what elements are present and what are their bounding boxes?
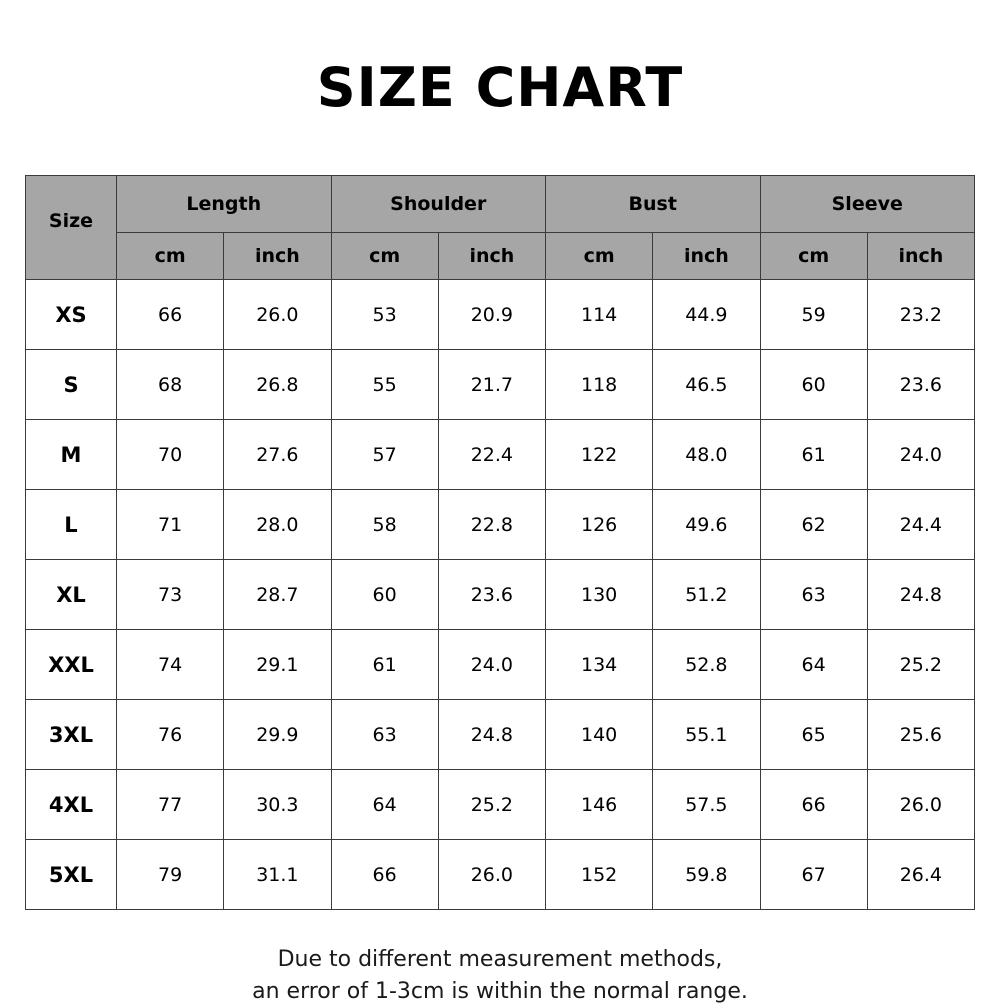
cell-shoulder-cm: 66 — [331, 840, 438, 910]
cell-bust-inch: 59.8 — [653, 840, 760, 910]
cell-bust-cm: 140 — [546, 700, 653, 770]
cell-length-cm: 76 — [117, 700, 224, 770]
header-unit-bust-cm: cm — [546, 233, 653, 280]
cell-length-cm: 79 — [117, 840, 224, 910]
cell-sleeve-inch: 24.4 — [867, 490, 974, 560]
cell-length-inch: 28.7 — [224, 560, 331, 630]
header-unit-shoulder-inch: inch — [438, 233, 545, 280]
row-size-label: XS — [26, 280, 117, 350]
table-row — [26, 630, 975, 700]
table-row — [26, 770, 975, 840]
cell-length-inch: 31.1 — [224, 840, 331, 910]
cell-sleeve-inch: 25.2 — [867, 630, 974, 700]
header-unit-shoulder-cm: cm — [331, 233, 438, 280]
cell-bust-cm: 146 — [546, 770, 653, 840]
table-row — [26, 560, 975, 630]
cell-bust-inch: 49.6 — [653, 490, 760, 560]
cell-shoulder-inch: 20.9 — [438, 280, 545, 350]
cell-bust-cm: 130 — [546, 560, 653, 630]
cell-sleeve-inch: 26.4 — [867, 840, 974, 910]
cell-length-inch: 26.8 — [224, 350, 331, 420]
cell-sleeve-inch: 24.8 — [867, 560, 974, 630]
cell-shoulder-inch: 24.0 — [438, 630, 545, 700]
header-unit-sleeve-cm: cm — [760, 233, 867, 280]
row-size-label: 3XL — [26, 700, 117, 770]
table-row — [26, 420, 975, 490]
cell-shoulder-inch: 22.8 — [438, 490, 545, 560]
cell-bust-cm: 118 — [546, 350, 653, 420]
cell-bust-inch: 51.2 — [653, 560, 760, 630]
cell-shoulder-inch: 26.0 — [438, 840, 545, 910]
cell-sleeve-inch: 25.6 — [867, 700, 974, 770]
table-body — [26, 280, 975, 910]
cell-length-inch: 27.6 — [224, 420, 331, 490]
cell-bust-inch: 46.5 — [653, 350, 760, 420]
cell-sleeve-cm: 63 — [760, 560, 867, 630]
cell-shoulder-cm: 61 — [331, 630, 438, 700]
table-row — [26, 700, 975, 770]
cell-shoulder-inch: 22.4 — [438, 420, 545, 490]
table-row — [26, 350, 975, 420]
cell-sleeve-cm: 62 — [760, 490, 867, 560]
header-unit-length-inch: inch — [224, 233, 331, 280]
header-group-shoulder: Shoulder — [331, 176, 546, 233]
cell-bust-inch: 44.9 — [653, 280, 760, 350]
header-unit-sleeve-inch: inch — [867, 233, 974, 280]
cell-shoulder-cm: 55 — [331, 350, 438, 420]
cell-bust-cm: 114 — [546, 280, 653, 350]
table-header-unit-row — [26, 233, 975, 280]
cell-length-cm: 66 — [117, 280, 224, 350]
cell-sleeve-inch: 23.2 — [867, 280, 974, 350]
cell-sleeve-cm: 60 — [760, 350, 867, 420]
cell-bust-cm: 134 — [546, 630, 653, 700]
cell-sleeve-cm: 59 — [760, 280, 867, 350]
cell-bust-inch: 55.1 — [653, 700, 760, 770]
cell-bust-inch: 52.8 — [653, 630, 760, 700]
cell-length-cm: 70 — [117, 420, 224, 490]
cell-length-cm: 74 — [117, 630, 224, 700]
header-group-sleeve: Sleeve — [760, 176, 975, 233]
cell-shoulder-cm: 64 — [331, 770, 438, 840]
size-chart-table — [25, 175, 975, 910]
cell-bust-inch: 48.0 — [653, 420, 760, 490]
cell-shoulder-inch: 24.8 — [438, 700, 545, 770]
header-group-bust: Bust — [546, 176, 761, 233]
cell-length-inch: 29.9 — [224, 700, 331, 770]
table-row — [26, 490, 975, 560]
cell-bust-inch: 57.5 — [653, 770, 760, 840]
cell-length-inch: 26.0 — [224, 280, 331, 350]
cell-shoulder-cm: 57 — [331, 420, 438, 490]
cell-sleeve-cm: 64 — [760, 630, 867, 700]
cell-shoulder-inch: 23.6 — [438, 560, 545, 630]
cell-length-cm: 73 — [117, 560, 224, 630]
row-size-label: S — [26, 350, 117, 420]
cell-shoulder-cm: 53 — [331, 280, 438, 350]
table-header — [26, 176, 975, 280]
footnote-line-2: an error of 1-3cm is within the normal range. — [252, 978, 748, 1004]
cell-sleeve-cm: 65 — [760, 700, 867, 770]
cell-sleeve-inch: 23.6 — [867, 350, 974, 420]
cell-length-inch: 30.3 — [224, 770, 331, 840]
row-size-label: XXL — [26, 630, 117, 700]
cell-bust-cm: 126 — [546, 490, 653, 560]
size-chart-table-wrap — [25, 175, 975, 910]
row-size-label: XL — [26, 560, 117, 630]
footnote — [252, 944, 748, 1008]
row-size-label: 5XL — [26, 840, 117, 910]
cell-length-cm: 77 — [117, 770, 224, 840]
cell-sleeve-inch: 24.0 — [867, 420, 974, 490]
cell-length-cm: 68 — [117, 350, 224, 420]
cell-length-inch: 28.0 — [224, 490, 331, 560]
cell-sleeve-inch: 26.0 — [867, 770, 974, 840]
cell-sleeve-cm: 61 — [760, 420, 867, 490]
cell-bust-cm: 152 — [546, 840, 653, 910]
header-group-length: Length — [117, 176, 332, 233]
row-size-label: L — [26, 490, 117, 560]
cell-bust-cm: 122 — [546, 420, 653, 490]
row-size-label: 4XL — [26, 770, 117, 840]
table-row — [26, 840, 975, 910]
cell-shoulder-cm: 60 — [331, 560, 438, 630]
cell-shoulder-inch: 21.7 — [438, 350, 545, 420]
footnote-line-1: Due to different measurement methods, — [277, 947, 723, 972]
row-size-label: M — [26, 420, 117, 490]
cell-sleeve-cm: 67 — [760, 840, 867, 910]
page-title: SIZE CHART — [316, 56, 684, 119]
table-row — [26, 280, 975, 350]
cell-length-cm: 71 — [117, 490, 224, 560]
cell-length-inch: 29.1 — [224, 630, 331, 700]
cell-shoulder-cm: 58 — [331, 490, 438, 560]
header-size: Size — [26, 176, 117, 280]
cell-shoulder-inch: 25.2 — [438, 770, 545, 840]
cell-shoulder-cm: 63 — [331, 700, 438, 770]
header-unit-bust-inch: inch — [653, 233, 760, 280]
header-unit-length-cm: cm — [117, 233, 224, 280]
table-header-group-row — [26, 176, 975, 233]
cell-sleeve-cm: 66 — [760, 770, 867, 840]
